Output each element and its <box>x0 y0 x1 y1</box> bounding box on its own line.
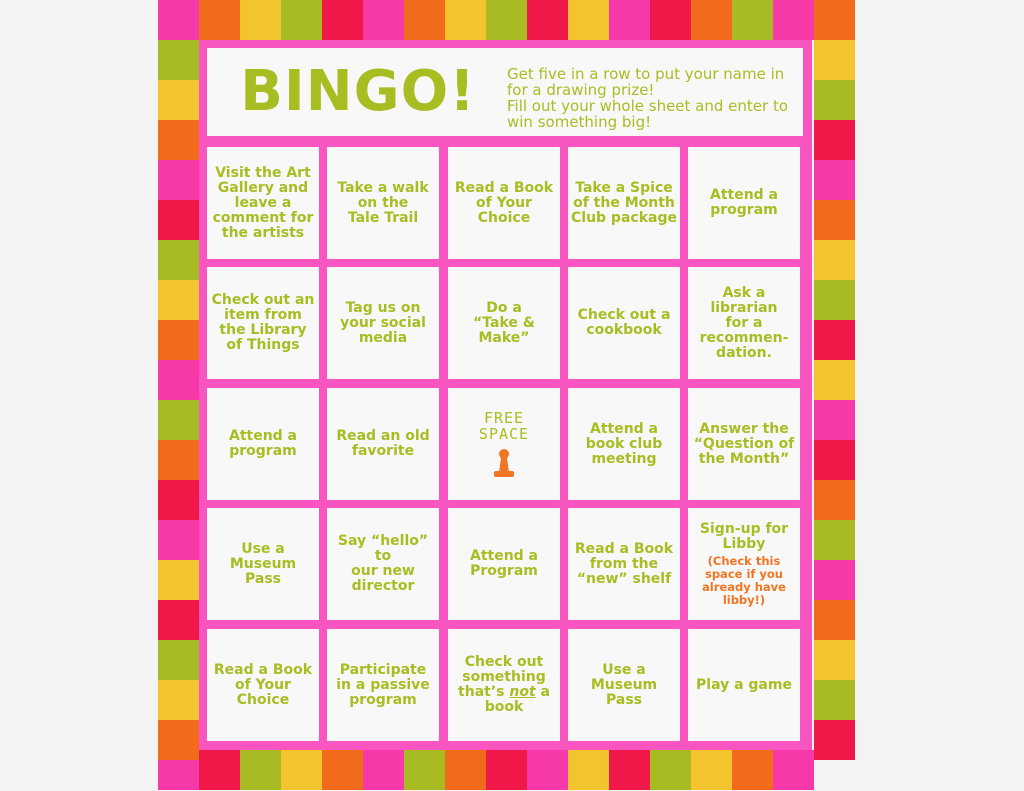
border-square <box>199 750 240 790</box>
cell-label <box>571 181 677 226</box>
border-square <box>814 560 855 600</box>
border-square <box>814 200 855 240</box>
border-square <box>814 720 855 760</box>
border-square <box>773 750 814 790</box>
border-square <box>814 600 855 640</box>
cell-note-line: (Check this <box>707 553 781 568</box>
border-square <box>158 360 199 400</box>
cell-label-line: Visit the Art <box>215 164 311 181</box>
border-square <box>773 0 814 40</box>
cell-label-line: Pass <box>245 570 281 587</box>
cell-label-line: Museum <box>590 676 658 693</box>
cell-label <box>470 549 538 579</box>
border-square <box>814 480 855 520</box>
cell-label-line: Use a <box>241 540 285 557</box>
cell-label-line: director <box>351 578 415 594</box>
cell-label <box>330 534 436 594</box>
border-square <box>158 0 199 40</box>
border-square <box>404 0 445 40</box>
cell-label-line: comment for <box>212 209 314 226</box>
border-square <box>158 480 199 520</box>
cell-label-line: the artists <box>221 224 305 241</box>
border-square <box>158 440 199 480</box>
border-square <box>814 360 855 400</box>
cell-label-line: Check out a <box>577 307 671 323</box>
cell-label-line: book <box>484 699 524 715</box>
cell-label-line: the Month” <box>698 450 790 467</box>
bingo-cell[interactable] <box>207 267 319 379</box>
cell-label-line: Play a game <box>696 676 792 693</box>
cell-label-line: of Your <box>235 676 291 693</box>
border-square <box>322 0 363 40</box>
cell-label <box>575 542 673 587</box>
border-square <box>158 520 199 560</box>
border-square <box>158 680 199 720</box>
cell-label <box>213 166 314 241</box>
cell-label-line: item from <box>224 307 302 323</box>
border-square <box>322 750 363 790</box>
border-square <box>158 400 199 440</box>
bingo-cell[interactable] <box>207 508 319 620</box>
cell-label <box>336 429 429 459</box>
border-square <box>281 750 322 790</box>
bingo-title: BINGO! <box>240 59 476 124</box>
border-square <box>814 400 855 440</box>
border-square <box>199 0 240 40</box>
border-square <box>814 120 855 160</box>
bingo-cell[interactable] <box>568 388 680 500</box>
cell-label-line: “Take & Make” <box>473 314 535 346</box>
cell-label-line: book club <box>585 435 663 452</box>
bingo-cell[interactable] <box>688 147 800 259</box>
cell-label-line: Libby <box>722 535 766 552</box>
cell-label-line: Read a Book <box>574 540 674 557</box>
border-square <box>814 240 855 280</box>
border-square <box>363 0 404 40</box>
cell-label <box>229 429 297 459</box>
cell-label-line: Say “hello” to <box>337 533 429 564</box>
header-box <box>207 48 803 136</box>
bingo-cell[interactable] <box>568 267 680 379</box>
border-square <box>609 0 650 40</box>
cell-label-line: Attend a <box>228 428 298 444</box>
bingo-cell[interactable] <box>327 629 439 741</box>
pawn-icon <box>491 448 517 478</box>
cell-label-line: Answer the <box>699 420 789 437</box>
border-square <box>568 750 609 790</box>
bingo-cell[interactable] <box>688 388 800 500</box>
cell-label-line: Tag us on <box>345 299 421 316</box>
cell-label-line: meeting <box>591 450 657 467</box>
cell-note-line: space if you <box>704 566 783 581</box>
cell-label <box>340 301 426 346</box>
border-square <box>691 0 732 40</box>
border-square <box>814 280 855 320</box>
cell-label <box>212 293 315 353</box>
intro-line: Get five in a row to put your name in <box>507 65 785 83</box>
cell-label-line: favorite <box>351 443 415 459</box>
cell-label-line: Pass <box>606 691 642 708</box>
cell-label-line: leave a <box>234 194 292 211</box>
bingo-cell[interactable] <box>327 388 439 500</box>
border-square <box>363 750 404 790</box>
border-square <box>814 520 855 560</box>
border-square <box>691 750 732 790</box>
cell-label <box>451 301 557 346</box>
cell-label <box>710 188 778 218</box>
cell-label <box>578 308 671 338</box>
border-square <box>158 560 199 600</box>
border-square <box>527 750 568 790</box>
bingo-cell[interactable] <box>207 388 319 500</box>
border-square <box>486 0 527 40</box>
intro-line: win something big! <box>507 113 652 131</box>
cell-label-line: librarian <box>710 299 778 316</box>
bingo-cell[interactable] <box>448 508 560 620</box>
bingo-cell[interactable] <box>688 508 800 620</box>
cell-label-line: of Things <box>226 337 300 353</box>
cell-label-line: Attend a <box>589 420 659 437</box>
cell-label-line: program <box>710 202 778 218</box>
cell-label-line: Check out <box>464 654 544 670</box>
bingo-cell[interactable] <box>327 508 439 620</box>
cell-label <box>214 663 312 708</box>
cell-label <box>700 286 789 361</box>
cell-label-line: Attend a <box>469 548 539 564</box>
border-square <box>158 640 199 680</box>
cell-label-line: “new” shelf <box>576 570 672 587</box>
cell-label-line: something <box>462 669 546 685</box>
bingo-cell[interactable] <box>448 629 560 741</box>
cell-label-line: Check out an <box>211 292 315 308</box>
border-square <box>814 80 855 120</box>
border-square <box>814 160 855 200</box>
border-square <box>445 0 486 40</box>
cell-label-line: Program <box>470 563 538 579</box>
cell-label-line: Tale Trail <box>347 209 419 226</box>
border-square <box>158 160 199 200</box>
bingo-cell[interactable] <box>207 629 319 741</box>
bingo-cell[interactable] <box>207 147 319 259</box>
cell-label-line: Do a <box>486 299 522 316</box>
intro-line: for a drawing prize! <box>507 81 655 99</box>
bingo-cell[interactable] <box>568 147 680 259</box>
cell-label-line: Choice <box>236 691 290 708</box>
bingo-cell[interactable] <box>448 147 560 259</box>
cell-label <box>694 422 795 467</box>
bingo-cell[interactable] <box>327 147 439 259</box>
border-square <box>814 0 855 40</box>
pink-frame <box>199 40 812 750</box>
border-square <box>158 120 199 160</box>
bingo-cell[interactable] <box>568 508 680 620</box>
cell-label <box>479 410 529 442</box>
cell-label-line: Museum <box>229 555 297 572</box>
border-square <box>158 720 199 760</box>
border-square <box>240 750 281 790</box>
bingo-card <box>158 0 853 791</box>
cell-label-line: Read an old <box>336 428 430 444</box>
border-square <box>650 750 691 790</box>
cell-note <box>702 555 786 607</box>
cell-note-line: already have <box>702 579 786 594</box>
cell-label-line: from the <box>589 555 659 572</box>
cell-label <box>337 181 428 226</box>
border-square <box>814 320 855 360</box>
border-square <box>404 750 445 790</box>
cell-label-line: media <box>358 329 408 346</box>
cell-label <box>458 655 550 715</box>
border-square <box>445 750 486 790</box>
border-square <box>814 640 855 680</box>
cell-label-line: your social <box>340 314 426 331</box>
border-square <box>732 0 773 40</box>
cell-label <box>455 181 553 226</box>
cell-label-line: Take a walk <box>337 179 429 196</box>
cell-label-line: recommen- <box>699 329 789 346</box>
free-space-cell[interactable] <box>448 388 560 500</box>
border-square <box>158 40 199 80</box>
border-square <box>609 750 650 790</box>
cell-label-line: in a passive <box>336 676 430 693</box>
cell-label-line: Read a Book <box>454 179 554 196</box>
border-square <box>568 0 609 40</box>
cell-label-line: Take a Spice <box>575 179 673 196</box>
intro-line: Fill out your whole sheet and enter to <box>507 97 789 115</box>
cell-label <box>696 678 792 693</box>
cell-label-line: for a <box>725 314 763 331</box>
cell-label-line: program <box>229 443 297 459</box>
bingo-cell[interactable] <box>688 267 800 379</box>
bingo-cell[interactable] <box>688 629 800 741</box>
border-square <box>650 0 691 40</box>
cell-label-line: Read a Book <box>213 661 313 678</box>
cell-label <box>591 663 657 708</box>
cell-label-line: of Your <box>476 194 532 211</box>
cell-label <box>336 663 430 708</box>
border-square <box>814 40 855 80</box>
cell-label <box>230 542 296 587</box>
border-square <box>732 750 773 790</box>
bingo-cell[interactable] <box>568 629 680 741</box>
cell-label-line: Club package <box>571 209 677 226</box>
cell-label-line: Ask a <box>722 284 766 301</box>
border-square <box>814 440 855 480</box>
cell-label-line: that’s not a <box>458 684 550 700</box>
cell-label-line: Choice <box>477 209 531 226</box>
border-square <box>486 750 527 790</box>
border-square <box>158 600 199 640</box>
border-square <box>527 0 568 40</box>
border-square <box>281 0 322 40</box>
border-square <box>158 80 199 120</box>
cell-label-line: the Library <box>219 322 307 338</box>
cell-label-line: dation. <box>716 344 772 361</box>
border-square <box>158 240 199 280</box>
border-square <box>240 0 281 40</box>
cell-label-line: Participate <box>339 661 427 678</box>
border-square <box>158 320 199 360</box>
cell-label-line: Sign-up for <box>699 520 789 537</box>
cell-label-line: “Question of <box>693 435 795 452</box>
cell-label-line: Attend a <box>709 187 779 203</box>
cell-label-line: Use a <box>602 661 646 678</box>
bingo-cell[interactable] <box>327 267 439 379</box>
cell-label <box>586 422 663 467</box>
emphasis-word: not <box>509 684 536 700</box>
cell-label-line: program <box>349 691 417 708</box>
cell-note-line: libby!) <box>722 592 766 607</box>
border-square <box>814 680 855 720</box>
cell-label-line: SPACE <box>478 425 530 443</box>
border-square <box>158 200 199 240</box>
cell-label-line: our new <box>351 563 415 579</box>
cell-label-line: of the Month <box>573 194 675 211</box>
cell-label-line: cookbook <box>586 322 662 338</box>
intro-text <box>507 66 803 130</box>
cell-label <box>700 522 788 552</box>
cell-label-line: FREE <box>483 409 525 427</box>
cell-label-line: Gallery and <box>217 179 309 196</box>
bingo-cell[interactable] <box>448 267 560 379</box>
cell-label-line: on the <box>357 194 409 211</box>
border-square <box>158 280 199 320</box>
